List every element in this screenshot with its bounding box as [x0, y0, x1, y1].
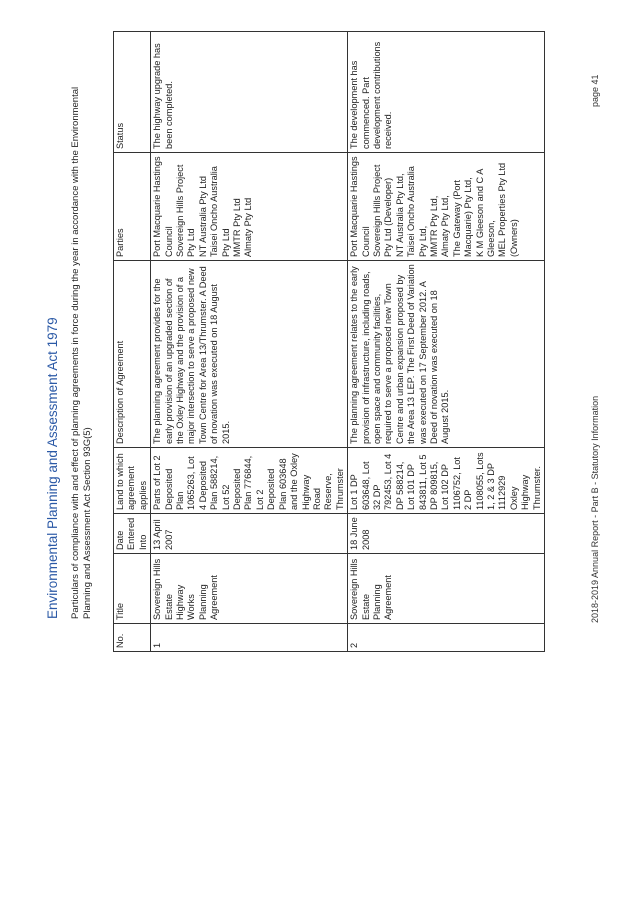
party: K M Gleeson and C A Gleeson,: [474, 169, 496, 257]
page-number: page 41: [590, 74, 600, 107]
party: Sovereign Hills Project Pty Ltd: [175, 164, 197, 257]
parties-cell: [348, 153, 545, 261]
party: MEL Properties Pty Ltd (Owners): [497, 162, 519, 257]
party: Almaty Pty Ltd: [243, 197, 254, 257]
agreement-title: Sovereign Hills Estate Highway Works Planning Agreement: [151, 554, 348, 624]
header-title: Title: [114, 554, 151, 624]
planning-agreements-table: [113, 31, 545, 652]
date-entered: 13 April 2007: [151, 514, 348, 554]
table-row: [348, 32, 545, 652]
row-number: 1: [151, 624, 348, 652]
header-land: Land to which agreement applies: [114, 448, 151, 514]
party: Sovereign Hills Project Pty Ltd (Developer): [371, 164, 394, 257]
party: The Gateway (Port Macquarie) Pty Ltd,: [451, 177, 474, 257]
page-heading: Environmental Planning and Assessment Act 1979: [45, 317, 60, 619]
agreement-status: The development has commenced. Part development contributions received.: [348, 32, 545, 153]
party: NT Australia Pty Ltd: [197, 175, 208, 257]
parties-cell: [151, 153, 348, 261]
header-no: No.: [114, 624, 151, 652]
party: Port Macquarie Hastings Council: [349, 156, 371, 257]
footer-report-title: 2018-2019 Annual Report - Part B - Statutory Information: [590, 395, 600, 623]
land-applies: Parts of Lot 2 Deposited Plan 1065263, Lot 4 Deposited Plan 588214, Lot 52 Deposited Plan 776844, Lot 2 Deposited Plan 603648 and the Oxley Highway Road Reserve, Thrumster: [151, 448, 348, 514]
date-entered: 18 June 2008: [348, 514, 545, 554]
party: MMTR Pty Ltd: [232, 198, 243, 257]
header-parties: Parties: [114, 153, 151, 261]
table-row: [151, 32, 348, 652]
header-description: Description of Agreement: [114, 261, 151, 448]
party: Taisei Oncho Australia Pty Ltd,: [406, 166, 428, 257]
table-header-row: [114, 32, 151, 652]
agreement-title: Sovereign Hills Estate Planning Agreement: [348, 554, 545, 624]
row-number: 2: [348, 624, 545, 652]
header-status: Status: [114, 32, 151, 153]
agreement-status: The highway upgrade has been completed.: [151, 32, 348, 153]
party: Port Macquarie Hastings Council: [152, 156, 174, 257]
party: NT Australia Pty Ltd,: [394, 173, 405, 257]
header-date: Date Entered Into: [114, 514, 151, 554]
party: MMTR Pty Ltd,: [428, 195, 439, 257]
party: Taisei Oncho Australia Pty Ltd: [209, 166, 231, 257]
agreement-description: The planning agreement relates to the early provision of infrastructure, including roads, open space and community facilities, required to serve a proposed new Town Centre and urban expansion proposed by the Area 13 LEP. The First Deed of Variation was executed on 17 September 2012. A Deed of novation was executed on 18 August 2015.: [348, 261, 545, 448]
agreement-description: The planning agreement provides for the early provision of an upgraded section of the Oxley Highway and the provision of a major intersection to serve a proposed new Town Centre for Area 13/Thrumster. A Deed of novation was executed on 18 August 2015.: [151, 261, 348, 448]
party: Almaty Pty Ltd,: [440, 195, 451, 257]
land-applies: Lot 1 DP 603648, Lot 32 DP 792453, Lot 4 DP 588214, Lot 101 DP 843811, Lot 5 DP 809815, Lot 102 DP 1106752, Lot 2 DP 1108055, Lots 1, 2 & 3 DP 1112929 Oxley Highway Thrumster.: [348, 448, 545, 514]
intro-paragraph: Particulars of compliance with and effect of planning agreements in force during the year in accordance with the Environmental Planning and Assessment Act Section 93G(5): [70, 86, 93, 619]
